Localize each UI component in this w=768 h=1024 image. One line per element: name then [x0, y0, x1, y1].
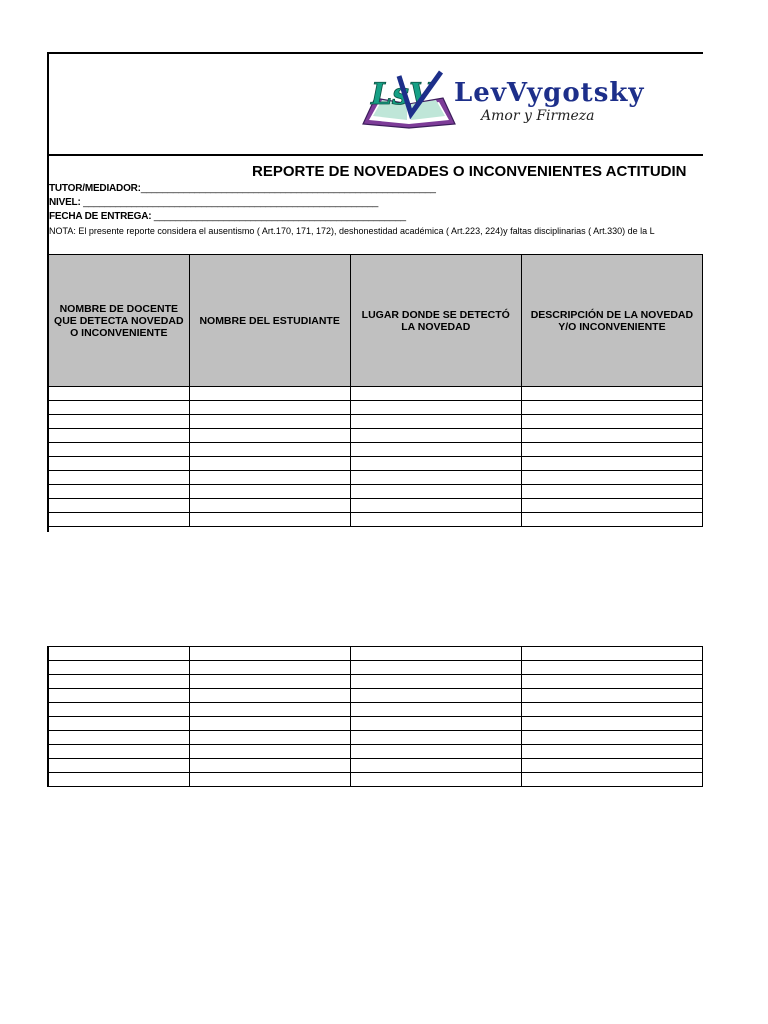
svg-text:LsV: LsV: [371, 77, 433, 112]
table-cell[interactable]: [350, 415, 521, 429]
table-cell[interactable]: [48, 689, 189, 703]
table-row: [48, 387, 703, 401]
table-cell[interactable]: [350, 471, 521, 485]
tutor-label: TUTOR/MEDIADOR:: [49, 183, 141, 194]
table-cell[interactable]: [350, 689, 521, 703]
table-row: [48, 499, 703, 513]
table-cell[interactable]: [521, 429, 702, 443]
table-cell[interactable]: [189, 759, 350, 773]
table-cell[interactable]: [189, 647, 350, 661]
table-cell[interactable]: [521, 661, 702, 675]
table-cell[interactable]: [521, 745, 702, 759]
page-title: REPORTE DE NOVEDADES O INCONVENIENTES ACTITUDIN: [252, 163, 687, 180]
table-cell[interactable]: [48, 471, 189, 485]
nivel-label: NIVEL:: [49, 197, 84, 208]
nivel-field: [49, 197, 378, 208]
table-cell[interactable]: [189, 443, 350, 457]
fecha-field: [49, 211, 406, 222]
table-cell[interactable]: [48, 703, 189, 717]
header-docente: NOMBRE DE DOCENTE QUE DETECTA NOVEDAD O INCONVENIENTE: [48, 255, 189, 387]
book-emblem-icon: [359, 70, 459, 132]
table-cell[interactable]: [350, 401, 521, 415]
table-header-row: [48, 255, 703, 387]
table-cell[interactable]: [189, 387, 350, 401]
table-cell[interactable]: [521, 457, 702, 471]
header-box: [47, 52, 703, 156]
table-cell[interactable]: [521, 485, 702, 499]
table-cell[interactable]: [189, 471, 350, 485]
table-cell[interactable]: [521, 443, 702, 457]
tutor-field: [49, 183, 436, 194]
table-cell[interactable]: [48, 401, 189, 415]
table-row: [48, 429, 703, 443]
table-row: [48, 401, 703, 415]
table-cell[interactable]: [350, 745, 521, 759]
report-table-continued: [47, 646, 703, 787]
table-cell[interactable]: [521, 401, 702, 415]
table-cell[interactable]: [48, 387, 189, 401]
nivel-value[interactable]: _______________________________________________________: [83, 197, 379, 208]
table-cell[interactable]: [521, 689, 702, 703]
table-cell[interactable]: [189, 689, 350, 703]
table-cell[interactable]: [521, 471, 702, 485]
table-cell[interactable]: [48, 443, 189, 457]
nota-text: NOTA: El presente reporte considera el ausentismo ( Art.170, 171, 172), deshonestidad académica ( Art.223, 224)y faltas disciplinarias ( Art.330) de la L: [49, 226, 655, 236]
table-cell[interactable]: [189, 661, 350, 675]
table-cell[interactable]: [48, 499, 189, 513]
table-cell[interactable]: [189, 513, 350, 527]
header-descripcion: DESCRIPCIÓN DE LA NOVEDAD Y/O INCONVENIENTE: [521, 255, 702, 387]
school-logo: [359, 70, 659, 132]
table-row: [48, 731, 703, 745]
table-cell[interactable]: [48, 717, 189, 731]
fecha-value[interactable]: _______________________________________________: [153, 211, 406, 222]
table-row: [48, 703, 703, 717]
table-cell[interactable]: [48, 457, 189, 471]
table-cell[interactable]: [350, 731, 521, 745]
table-row: [48, 773, 703, 787]
fecha-label: FECHA DE ENTREGA:: [49, 211, 154, 222]
table-row: [48, 675, 703, 689]
table-cell[interactable]: [521, 387, 702, 401]
table-cell[interactable]: [350, 703, 521, 717]
table-cell[interactable]: [189, 773, 350, 787]
logo-tagline: Amor y Firmeza: [481, 108, 595, 124]
table-cell[interactable]: [521, 773, 702, 787]
table-cell[interactable]: [521, 717, 702, 731]
table-cell[interactable]: [189, 745, 350, 759]
table-cell[interactable]: [189, 675, 350, 689]
table-row: [48, 443, 703, 457]
table-cell[interactable]: [48, 731, 189, 745]
table-cell[interactable]: [350, 443, 521, 457]
table-cell[interactable]: [189, 499, 350, 513]
table-cell[interactable]: [189, 401, 350, 415]
table-cell[interactable]: [350, 485, 521, 499]
table-cell[interactable]: [48, 429, 189, 443]
table-cell[interactable]: [48, 415, 189, 429]
table-cell[interactable]: [521, 415, 702, 429]
table-cell[interactable]: [350, 675, 521, 689]
table-row: [48, 661, 703, 675]
table-cell[interactable]: [48, 485, 189, 499]
table-cell[interactable]: [350, 457, 521, 471]
table-row: [48, 471, 703, 485]
table-cell[interactable]: [521, 759, 702, 773]
table-cell[interactable]: [350, 773, 521, 787]
table-row: [48, 759, 703, 773]
table-cell[interactable]: [48, 647, 189, 661]
table-row: [48, 745, 703, 759]
table-cell[interactable]: [48, 513, 189, 527]
table-cell[interactable]: [350, 759, 521, 773]
table-cell[interactable]: [521, 513, 702, 527]
table-cell[interactable]: [48, 675, 189, 689]
table-cell[interactable]: [48, 661, 189, 675]
table-cell[interactable]: [48, 759, 189, 773]
table-cell[interactable]: [350, 387, 521, 401]
table-row: [48, 485, 703, 499]
table-row: [48, 689, 703, 703]
table-cell[interactable]: [189, 429, 350, 443]
table-cell[interactable]: [189, 485, 350, 499]
table-cell[interactable]: [189, 415, 350, 429]
table-cell[interactable]: [189, 703, 350, 717]
report-table-continued-body: [48, 647, 703, 787]
table-row: [48, 415, 703, 429]
table-cell[interactable]: [521, 675, 702, 689]
header-estudiante: NOMBRE DEL ESTUDIANTE: [189, 255, 350, 387]
table-cell[interactable]: [48, 745, 189, 759]
table-cell[interactable]: [350, 647, 521, 661]
table-row: [48, 457, 703, 471]
table-cell[interactable]: [189, 717, 350, 731]
table-row: [48, 513, 703, 527]
table-row: [48, 717, 703, 731]
table-cell[interactable]: [521, 703, 702, 717]
report-table-body: [48, 387, 703, 527]
table-cell[interactable]: [521, 731, 702, 745]
table-cell[interactable]: [350, 717, 521, 731]
table-cell[interactable]: [350, 661, 521, 675]
table-cell[interactable]: [189, 457, 350, 471]
table-cell[interactable]: [189, 731, 350, 745]
header-lugar: LUGAR DONDE SE DETECTÓ LA NOVEDAD: [350, 255, 521, 387]
report-table: [47, 254, 703, 527]
table-cell[interactable]: [350, 499, 521, 513]
table-cell[interactable]: [350, 513, 521, 527]
table-cell[interactable]: [521, 499, 702, 513]
table-cell[interactable]: [350, 429, 521, 443]
tutor-value[interactable]: _______________________________________________________: [140, 183, 436, 194]
logo-name: LevVygotsky: [454, 78, 645, 108]
table-row: [48, 647, 703, 661]
table-cell[interactable]: [48, 773, 189, 787]
table-cell[interactable]: [521, 647, 702, 661]
